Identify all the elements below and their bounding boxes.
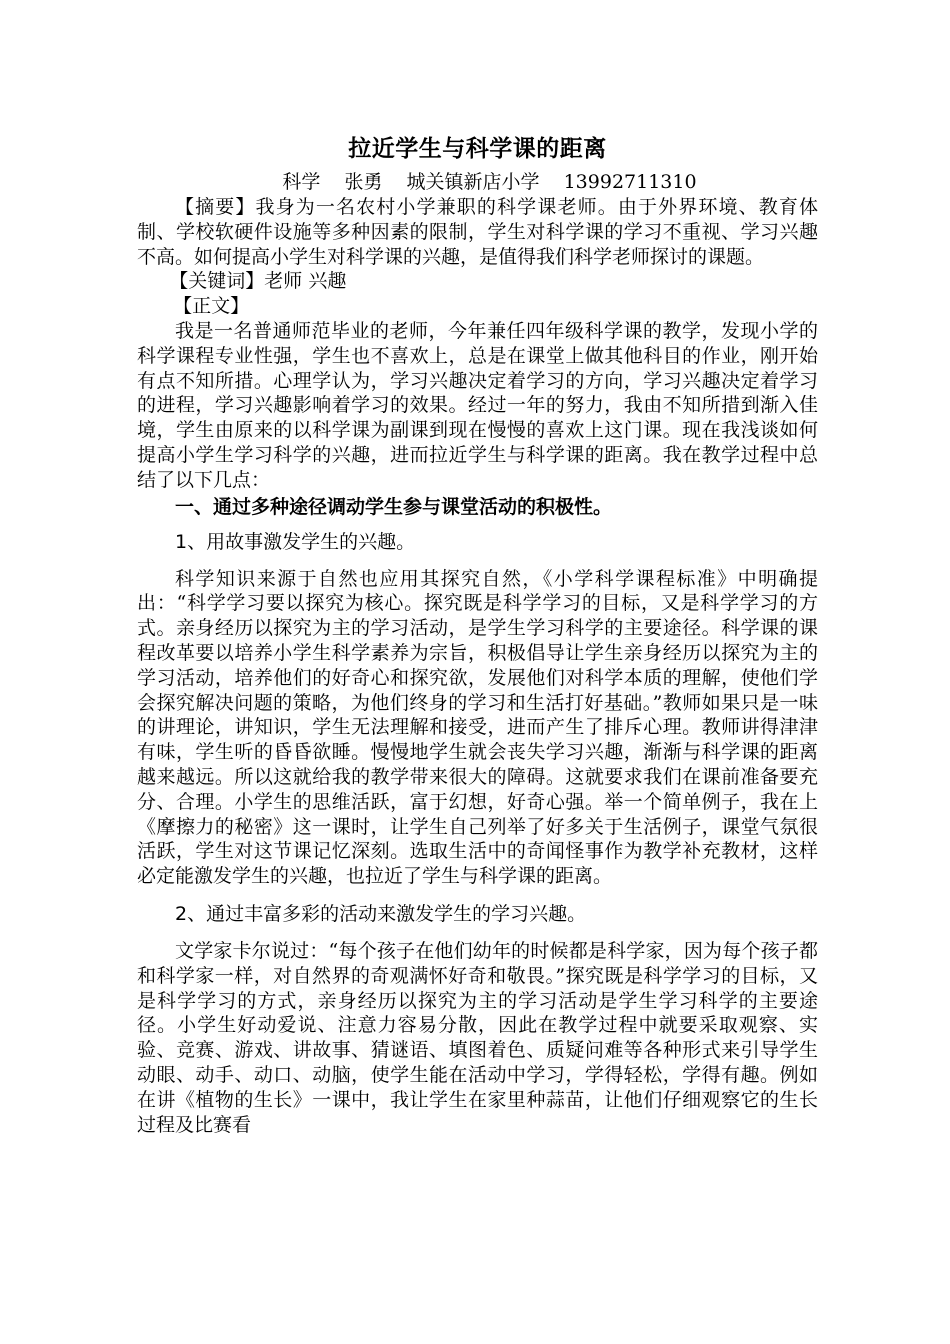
body-label: 【正文】 <box>173 295 250 318</box>
section-heading-1: 一、通过多种途径调动学生参与课堂活动的积极性。 <box>175 495 613 518</box>
abstract-paragraph: 【摘要】我身为一名农村小学兼职的科学课老师。由于外界环境、教育体制、学校软硬件设施等多种因素的限制，学生对科学课的学习不重视、学习兴趣不高。如何提高小学生对科学课的兴趣，是值得我们科学老师探讨的课题。 <box>137 196 818 268</box>
keywords-line: 【关键词】老师 兴趣 <box>169 270 347 293</box>
paragraph-1: 科学知识来源于自然也应用其探究自然，《小学科学课程标准》中明确提出：“科学学习要以探究为核心。探究既是科学学习的目标，又是科学学习的方式。亲身经历以探究为主的学习活动，是学生学习科学的主要途径。科学课的课程改革要以培养小学生科学素养为宗旨，积极倡导让学生亲身经历以探究为主的学习活动，培养他们的好奇心和探究欲，发展他们对科学本质的理解，使他们学会探究解决问题的策略，为他们终身的学习和生活打好基础。”教师如果只是一味的讲理论，讲知识，学生无法理解和接受，进而产生了排斥心理。教师讲得津津有味，学生听的昏昏欲睡。慢慢地学生就会丧失学习兴趣，渐渐与科学课的距离越来越远。所以这就给我的教学带来很大的障碍。这就要求我们在课前准备要充分、合理。小学生的思维活跃，富于幻想，好奇心强。举一个简单例子，我在上《摩擦力的秘密》这一课时，让学生自己列举了好多关于生活例子，课堂气氛很活跃，学生对这节课记忆深刻。选取生活中的奇闻怪事作为教学补充教材，这样必定能激发学生的兴趣，也拉近了学生与科学课的距离。 <box>137 567 818 888</box>
document-title: 拉近学生与科学课的距离 <box>348 136 607 162</box>
subheading-2-text: 、通过丰富多彩的活动来激发学生的学习兴趣。 <box>187 902 587 925</box>
paragraph-2: 文学家卡尔说过：“每个孩子在他们幼年的时候都是科学家，因为每个孩子都和科学家一样，对自然界的奇观满怀好奇和敬畏。”探究既是科学学习的目标，又是科学学习的方式，亲身经历以探究为主的学习活动是学生学习科学的主要途径。小学生好动爱说、注意力容易分散，因此在教学过程中就要采取观察、实验、竞赛、游戏、讲故事、猜谜语、填图着色、质疑问难等各种形式来引导学生动眼、动手、动口、动脑，使学生能在活动中学习，学得轻松，学得有趣。例如在讲《植物的生长》一课中，我让学生在家里种蒜苗，让他们仔细观察它的生长过程及比赛看 <box>137 939 818 1136</box>
subheading-2 <box>137 901 818 927</box>
byline-phone: 13992711310 <box>563 171 697 193</box>
byline-author: 张勇 <box>344 171 383 193</box>
byline <box>137 170 818 195</box>
subheading-1-text: 、用故事激发学生的兴趣。 <box>187 530 416 553</box>
document-page <box>137 132 818 1137</box>
subheading-2-number: 2 <box>175 902 188 925</box>
subheading-1 <box>137 529 818 555</box>
intro-paragraph: 我是一名普通师范毕业的老师，今年兼任四年级科学课的教学，发现小学的科学课程专业性强，学生也不喜欢上，总是在课堂上做其他科目的作业，刚开始有点不知所措。心理学认为，学习兴趣决定着学习的方向，学习兴趣决定着学习的进程，学习兴趣影响着学习的效果。经过一年的努力，我由不知所措到渐入佳境，学生由原来的以科学课为副课到现在慢慢的喜欢上这门课。现在我浅谈如何提高小学生学习科学的兴趣，进而拉近学生与科学课的距离。我在教学过程中总结了以下几点： <box>137 319 818 491</box>
subheading-1-number: 1 <box>175 530 188 553</box>
byline-school: 城关镇新店小学 <box>406 171 540 193</box>
byline-subject: 科学 <box>282 171 321 193</box>
